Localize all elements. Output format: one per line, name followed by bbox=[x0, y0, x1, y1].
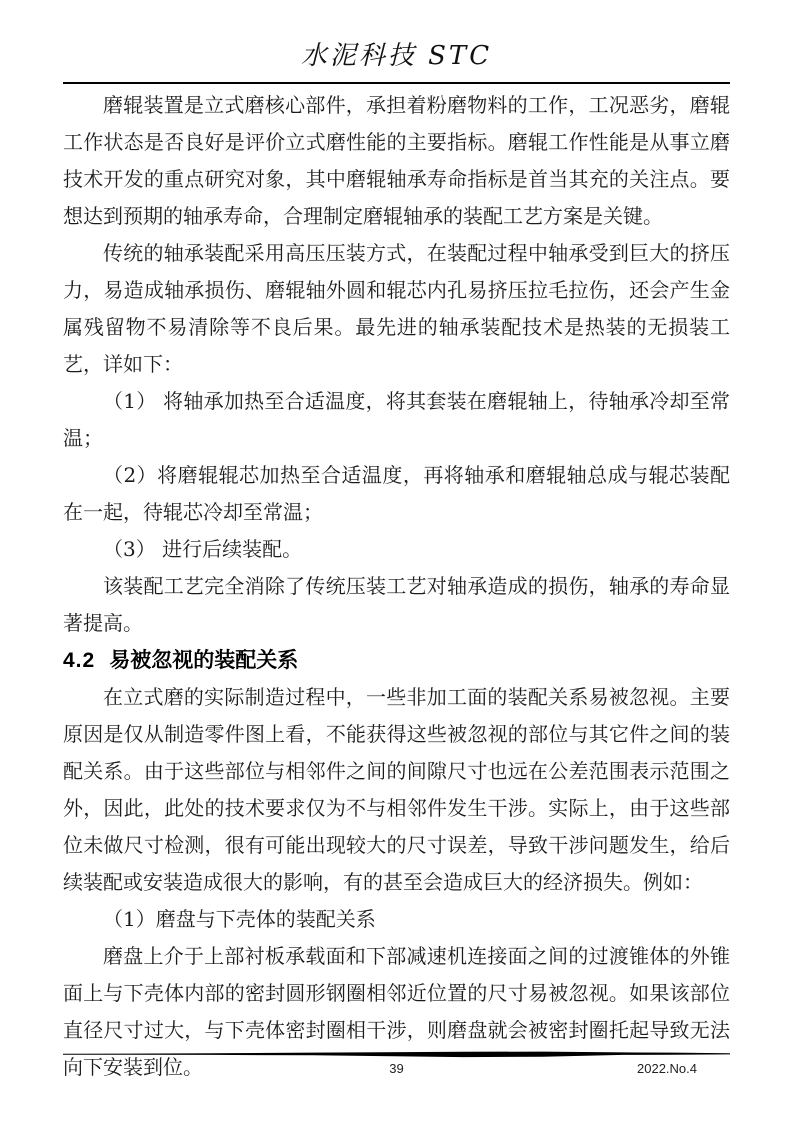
list-item-step-2: （2）将磨辊辊芯加热至合适温度，再将轴承和磨辊轴总成与辊芯装配在一起，待辊芯冷却至常温； bbox=[63, 463, 730, 524]
footer-rule bbox=[63, 1051, 730, 1059]
page-footer bbox=[63, 1059, 730, 1079]
paragraph-section-body-1: 在立式磨的实际制造过程中，一些非加工面的装配关系易被忽视。主要原因是仅从制造零件图上看，不能获得这些被忽视的部位与其它件之间的装配关系。由于这些部位与相邻件之间的间隙尺寸也远在公差范围表示范围之外，因此，此处的技术要求仅为不与相邻件发生干涉。实际上，由于这些部位未做尺寸检测，很有可能出现较大的尺寸误差，导致干涉问题发生，给后续装配或安装造成很大的影响，有的甚至会造成巨大的经济损失。例如： bbox=[63, 685, 730, 894]
list-item-example-1: （1）磨盘与下壳体的装配关系 bbox=[103, 907, 376, 931]
list-item-step-1: （1） 将轴承加热至合适温度，将其套装在磨辊轴上，待轴承冷却至常温； bbox=[63, 389, 730, 450]
paragraph-intro-1: 磨辊装置是立式磨核心部件，承担着粉磨物料的工作，工况恶劣，磨辊工作状态是否良好是评价立式磨性能的主要指标。磨辊工作性能是从事立磨技术开发的重点研究对象，其中磨辊轴承寿命指标是首当其充的关注点。要想达到预期的轴承寿命，合理制定磨辊轴承的装配工艺方案是关键。 bbox=[63, 93, 730, 228]
article-body bbox=[63, 87, 730, 1086]
paragraph-intro-2: 传统的轴承装配采用高压压装方式，在装配过程中轴承受到巨大的挤压力，易造成轴承损伤、磨辊轴外圆和辊芯内孔易挤压拉毛拉伤，还会产生金属残留物不易清除等不良后果。最先进的轴承装配技术是热装的无损装工艺，详如下： bbox=[63, 241, 730, 376]
journal-header-title: 水泥科技 STC bbox=[300, 41, 493, 71]
page-number: 39 bbox=[389, 1061, 404, 1076]
section-title: 易被忽视的装配关系 bbox=[109, 649, 299, 672]
section-number: 4.2 bbox=[63, 649, 96, 672]
paragraph-section-body-2: 磨盘上介于上部衬板承载面和下部减速机连接面之间的过渡锥体的外锥面上与下壳体内部的密封圆形钢圈相邻近位置的尺寸易被忽视。如果该部位直径尺寸过大，与下壳体密封圈相干涉，则磨盘就会被密封圈托起导致无法向下安装到位。 bbox=[63, 944, 730, 1079]
header-rule bbox=[63, 82, 730, 84]
issue-number: 2022.No.4 bbox=[637, 1061, 697, 1076]
list-item-step-3: （3） 进行后续装配。 bbox=[103, 537, 303, 561]
paragraph-conclusion: 该装配工艺完全消除了传统压装工艺对轴承造成的损伤，轴承的寿命显著提高。 bbox=[63, 574, 730, 635]
section-heading bbox=[63, 642, 730, 679]
